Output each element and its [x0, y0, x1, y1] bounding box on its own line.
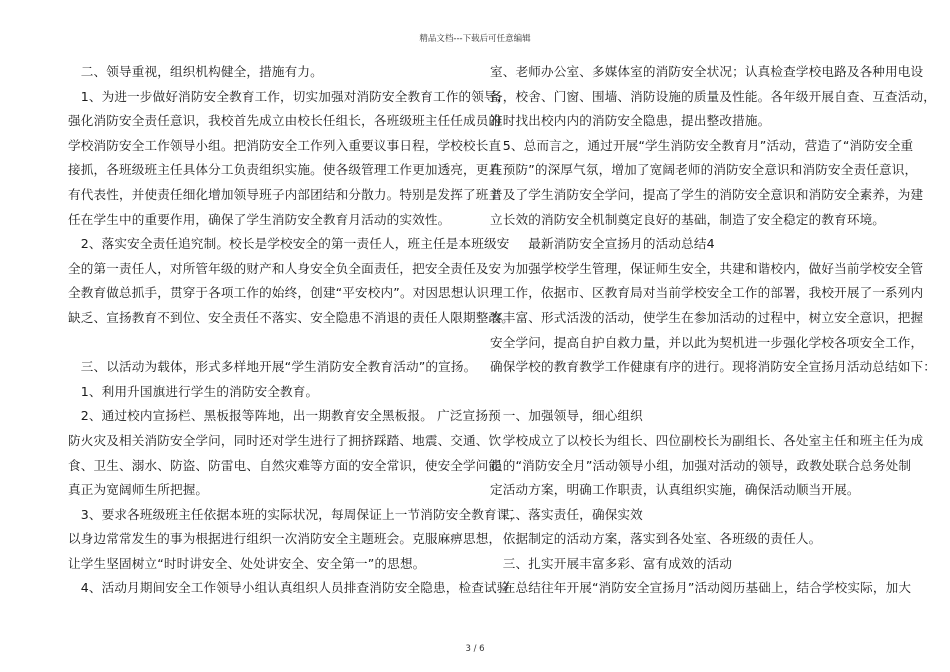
left-text-line: 1、为进一步做好消防安全教育工作，切实加强对消防安全教育工作的领导， [68, 88, 510, 104]
left-text-line: 缺乏、宣扬教育不到位、安全责任不落实、安全隐患不消退的责任人限期整改。 [68, 309, 515, 325]
left-text-line: 三、以活动为载体，形式多样地开展“学生消防安全教育活动”的宣扬。 [68, 359, 477, 375]
right-text-line: 三、扎实开展丰富多彩、富有成效的活动 [490, 555, 733, 571]
page-header: 精品文档---下载后可任意编辑 [419, 34, 531, 44]
blank-line [490, 380, 882, 405]
right-text-line: 员的“消防安全月”活动领导小组，加强对活动的领导，政教处联合总务处制 [490, 457, 912, 473]
left-text-line: 任在学生中的重要作用，确保了学生消防安全教育月活动的实效性。 [68, 211, 451, 227]
left-text-line: 防火灾及相关消防安全学问，同时还对学生进行了拥挤踩踏、地震、交通、饮 [68, 432, 502, 448]
left-text-line: 学校消防安全工作领导小组。把消防安全工作列入重要议事日程，学校校长直 [68, 137, 502, 153]
right-text-line: 最新消防安全宣扬月的活动总结4 [490, 236, 715, 252]
left-text-line: 强化消防安全责任意识，我校首先成立由校长任组长，各班级班主任任成员的 [68, 113, 502, 129]
right-text-line: 在总结往年开展“消防安全宣扬月”活动阅历基础上，结合学校实际，加大 [490, 580, 912, 596]
right-text-line: 室、老师办公室、多媒体室的消防安全状况；认真检查学校电路及各种用电设 [490, 64, 924, 79]
right-text-line: 立长效的消防安全机制奠定良好的基础，制造了安全稳定的教育环境。 [490, 211, 886, 227]
left-text-line: 有代表性，并使责任细化增加领导班子内部团结和分散力。特别是发挥了班主 [68, 186, 502, 202]
left-text-line: 让学生坚固树立“时时讲安全、处处讲安全、安全第一”的思想。 [68, 555, 426, 571]
blank-line [68, 331, 463, 356]
left-text-line: 真正为宽阔师生所把握。 [68, 482, 209, 498]
right-text-line: 理工作，依据市、区教育局对当前学校安全工作的部署，我校开展了一系列内 [490, 285, 924, 301]
right-text-line: 依据制定的活动方案，落实到各处室、各班级的责任人。 [490, 531, 822, 547]
left-text-line: 接抓，各班级班主任具体分工负责组织实施。使各级管理工作更加透亮，更具 [68, 162, 502, 178]
right-text-line: 安全学问，提高自护自救力量，并以此为契机进一步强化学校各项安全工作， [490, 334, 924, 350]
left-text-line: 4、活动月期间安全工作领导小组认真组织人员排查消防安全隐患，检查试验 [68, 580, 510, 596]
right-text-line: 为加强学校学生管理，保证师生安全，共建和谐校内，做好当前学校安全管 [490, 260, 924, 276]
left-text-line: 食、卫生、溺水、防盗、防雷电、自然灾难等方面的安全常识，使安全学问能 [68, 457, 502, 473]
right-text-line: 在预防”的深厚气氛，增加了宽阔老师的消防安全意识和消防安全责任意识， [490, 162, 918, 178]
right-text-line: 准时找出校内内的消防安全隐患，提出整改措施。 [490, 113, 771, 129]
left-column [68, 60, 523, 601]
right-text-line: 二、落实责任，确保实效 [490, 506, 643, 522]
left-text-line: 2、落实安全责任追究制。校长是学校安全的第一责任人，班主任是本班级安 [68, 236, 510, 252]
right-text-line: 5、总而言之，通过开展“学生消防安全教育月”活动，营造了“消防安全重 [490, 137, 914, 153]
left-text-line: 全教育做总抓手，贯穿于各项工作的始终，创建“平安校内”。对因思想认识 [68, 285, 490, 301]
right-column [490, 60, 937, 601]
right-text-line: 备，校舍、门窗、围墙、消防设施的质量及性能。各年级开展自查、互查活动， [490, 88, 937, 104]
left-text-line: 1、利用升国旗进行学生的消防安全教育。 [68, 383, 319, 399]
right-text-line: 一、加强领导，细心组织 [490, 408, 643, 424]
left-text-line: 3、要求各班级班主任依据本班的实际状况，每周保证上一节消防安全教育课， [68, 506, 523, 522]
left-text-line: 以身边常常发生的事为根据进行组织一次消防安全主题班会。克服麻痹思想， [68, 531, 502, 547]
right-text-line: 普及了学生消防安全学问，提高了学生的消防安全意识和消防安全素养，为建 [490, 186, 924, 202]
left-text-line: 2、通过校内宣扬栏、黑板报等阵地，出一期教育安全黑板报。 广泛宣扬预 [68, 408, 501, 424]
left-text-line: 全的第一责任人，对所管年级的财产和人身安全负全面责任，把安全责任及安 [68, 260, 502, 276]
left-text-line: 二、领导重视，组织机构健全，措施有力。 [68, 64, 323, 79]
right-text-line: 确保学校的教育教学工作健康有序的进行。现将消防安全宣扬月活动总结如下： [490, 359, 937, 375]
right-text-line: 定活动方案，明确工作职责，认真组织实施，确保活动顺当开展。 [490, 482, 860, 498]
right-text-line: 容丰富、形式活泼的活动，使学生在参加活动的过程中，树立安全意识，把握 [490, 309, 924, 325]
page-number: 3 / 6 [465, 644, 485, 654]
right-text-line: 学校成立了以校长为组长、四位副校长为副组长、各处室主任和班主任为成 [490, 432, 924, 448]
